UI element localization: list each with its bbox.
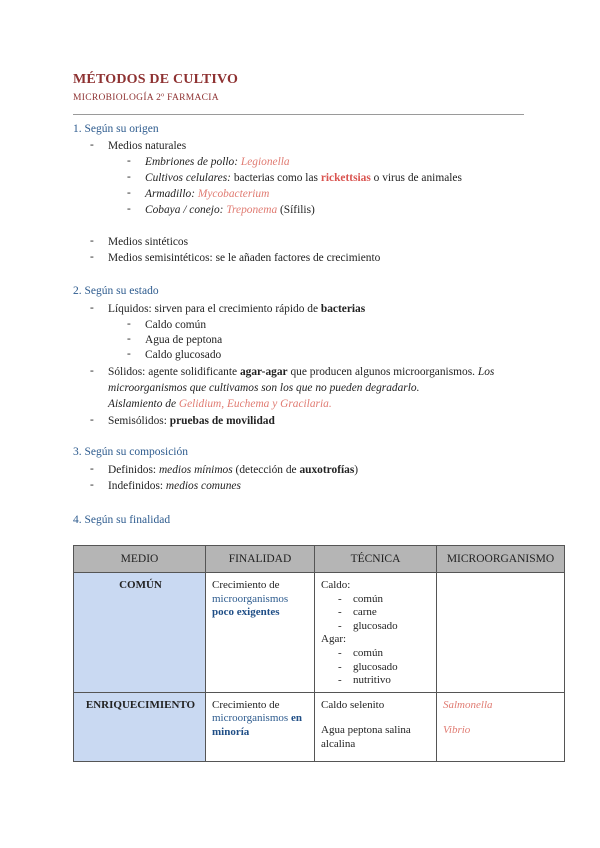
item-label: Armadillo: xyxy=(145,188,195,200)
item-text-end: o virus de animales xyxy=(373,172,462,184)
list-item-liquidos xyxy=(108,302,365,317)
item-text-end: que producen algunos microorganismos. xyxy=(290,366,475,378)
list-item: - común xyxy=(321,647,432,661)
list-item-agua-peptona: Agua de peptona xyxy=(145,334,223,346)
finalidad-text: Crecimiento de xyxy=(212,698,280,711)
microorganismo-cell xyxy=(437,573,565,693)
bullet-dash: - xyxy=(90,414,94,426)
caldo-list xyxy=(321,593,432,634)
tecnica-text: Caldo selenito xyxy=(321,698,385,711)
bacterias-term: bacterias xyxy=(320,303,366,315)
aislamiento-line xyxy=(108,397,332,412)
close-paren: ) xyxy=(354,464,359,476)
solidos-continuation xyxy=(108,381,419,396)
agar-list xyxy=(321,647,432,688)
bullet-dash: - xyxy=(90,251,94,263)
bullet-dash: - xyxy=(90,302,94,314)
list-item-cultivos xyxy=(145,171,462,186)
section-heading-estado: 2. Según su estado xyxy=(73,285,159,297)
bullet-dash: - xyxy=(90,365,94,377)
medio-cell: COMÚN xyxy=(74,573,206,693)
organism-name: Mycobacterium xyxy=(197,188,270,200)
header-medio: MEDIO xyxy=(74,546,206,573)
item-label: Cultivos celulares: xyxy=(145,172,231,184)
agar-term: agar-agar xyxy=(239,366,288,378)
finalidad-cell xyxy=(206,573,315,693)
header-finalidad: FINALIDAD xyxy=(206,546,315,573)
finalidad-line xyxy=(212,712,310,726)
item-label: Definidos: xyxy=(108,464,157,476)
header-tecnica: TÉCNICA xyxy=(315,546,437,573)
table-row xyxy=(74,692,565,761)
tecnica-text: Agua peptona salina alcalina xyxy=(321,724,411,750)
list-item-sinteticos: Medios sintéticos xyxy=(108,236,189,248)
finalidad-emphasis: en xyxy=(290,712,302,725)
list-item-caldo-glucosado: Caldo glucosado xyxy=(145,349,222,361)
bullet-dash: - xyxy=(127,318,131,330)
list-item: - común xyxy=(321,593,432,607)
tecnica-cell xyxy=(315,573,437,693)
organism-name: Salmonella xyxy=(443,698,493,711)
agar-label: Agar: xyxy=(321,633,347,646)
organism-name: Gelidium, Euchema y Gracilaria. xyxy=(178,398,332,410)
finalidad-text: microorganismos xyxy=(212,712,289,725)
finalidad-table xyxy=(73,545,565,762)
tecnica-cell xyxy=(315,692,437,761)
bullet-dash: - xyxy=(127,333,131,345)
item-text: Sólidos: agente solidificante xyxy=(108,366,238,378)
table-header-row xyxy=(74,546,565,573)
rickettsias-term: rickettsias xyxy=(320,172,371,184)
list-item-semisinteticos: Medios semisintéticos: se le añaden factores de crecimiento xyxy=(108,252,381,264)
finalidad-cell xyxy=(206,692,315,761)
section-heading-finalidad: 4. Según su finalidad xyxy=(73,514,171,526)
item-text: Líquidos: sirven para el crecimiento rápido de xyxy=(108,303,319,315)
finalidad-emphasis: poco exigentes xyxy=(212,606,280,619)
italic-term: medios comunes xyxy=(165,480,241,492)
document-subtitle: MICROBIOLOGÍA 2º FARMACIA xyxy=(73,93,219,103)
list-item-indefinidos xyxy=(108,479,241,494)
item-label: Indefinidos: xyxy=(108,480,164,492)
section-heading-composicion: 3. Según su composición xyxy=(73,446,188,458)
medio-cell: ENRIQUECIMIENTO xyxy=(74,692,206,761)
item-label: Embriones de pollo: xyxy=(145,156,239,168)
organism-name: Vibrio xyxy=(443,724,471,737)
italic-note: microorganismos que cultivamos son los que no pueden degradarlo. xyxy=(108,382,420,394)
bullet-dash: - xyxy=(127,171,131,183)
item-text: bacterias como las xyxy=(233,172,318,184)
microorganismo-cell xyxy=(437,692,565,761)
item-label: Aislamiento de xyxy=(108,398,177,410)
list-item-definidos xyxy=(108,463,358,478)
list-item: - glucosado xyxy=(321,620,432,634)
organism-name: Treponema xyxy=(226,204,278,216)
list-item-armadillo xyxy=(145,187,269,202)
auxotrofias-term: auxotrofías xyxy=(299,464,355,476)
list-item-caldo-comun: Caldo común xyxy=(145,319,207,331)
list-item: - glucosado xyxy=(321,661,432,675)
bullet-dash: - xyxy=(90,463,94,475)
spacer xyxy=(321,712,432,724)
item-text-end: (Sífilis) xyxy=(280,204,315,216)
list-item-semisolidos xyxy=(108,414,275,429)
bullet-dash: - xyxy=(127,348,131,360)
document-title: MÉTODOS DE CULTIVO xyxy=(73,72,239,87)
movilidad-term: pruebas de movilidad xyxy=(169,415,275,427)
list-item: - nutritivo xyxy=(321,674,432,688)
item-text: (detección de xyxy=(235,464,297,476)
italic-note: Los xyxy=(477,366,495,378)
caldo-label: Caldo: xyxy=(321,579,351,591)
item-text: Semisólidos: xyxy=(108,415,167,427)
spacer xyxy=(443,712,560,724)
bullet-dash: - xyxy=(127,203,131,215)
finalidad-text: Crecimiento de xyxy=(212,579,280,591)
list-item-cobaya xyxy=(145,203,315,218)
finalidad-emphasis: minoría xyxy=(212,725,250,738)
bullet-dash: - xyxy=(127,187,131,199)
bullet-dash: - xyxy=(90,139,94,151)
organism-name: Legionella xyxy=(240,156,290,168)
bullet-dash: - xyxy=(90,235,94,247)
italic-term: medios mínimos xyxy=(158,464,233,476)
table-row xyxy=(74,573,565,693)
section-heading-origen: 1. Según su origen xyxy=(73,123,159,135)
bullet-dash: - xyxy=(90,479,94,491)
list-item-solidos xyxy=(108,365,494,380)
title-divider xyxy=(73,114,524,115)
finalidad-text: microorganismos xyxy=(212,592,289,605)
bullet-dash: - xyxy=(127,155,131,167)
list-item-naturales: Medios naturales xyxy=(108,140,187,152)
list-item: - carne xyxy=(321,606,432,620)
list-item-embriones xyxy=(145,155,290,170)
header-microorganismo: MICROORGANISMO xyxy=(437,546,565,573)
item-label: Cobaya / conejo: xyxy=(145,204,224,216)
